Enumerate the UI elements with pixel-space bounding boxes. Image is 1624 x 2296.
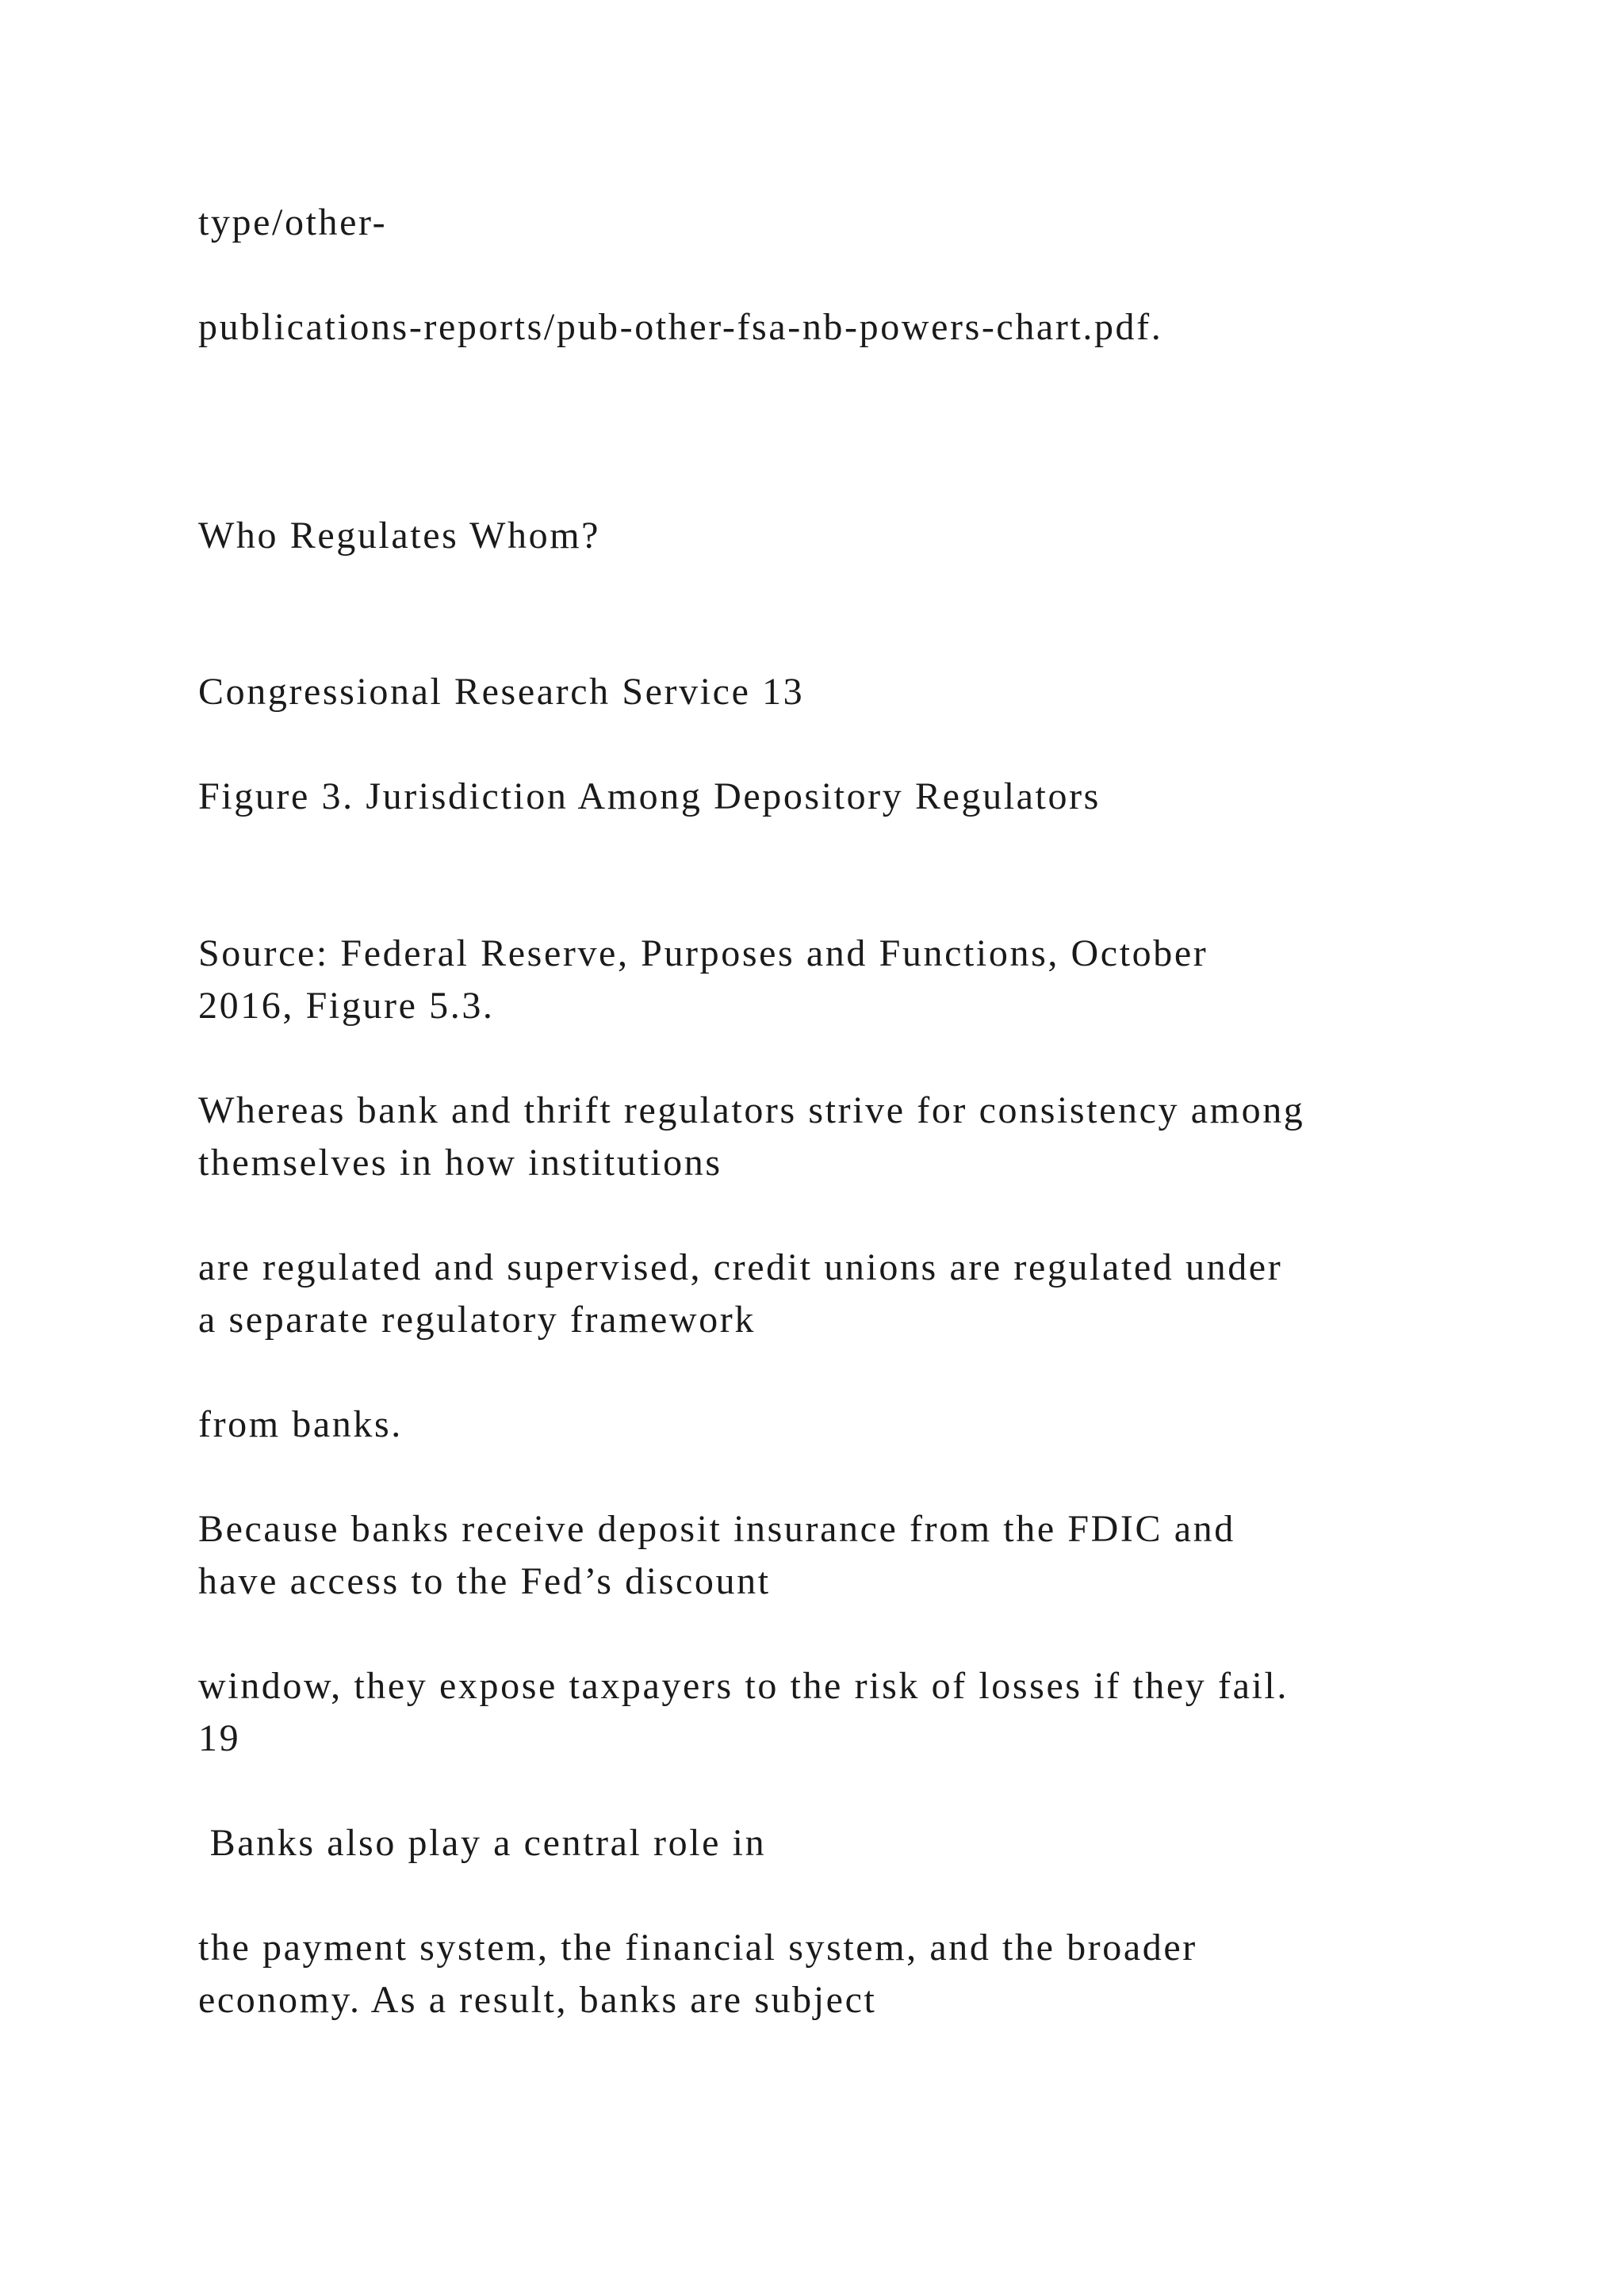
paragraph-line: from banks. — [198, 1403, 403, 1445]
paragraph-line: are regulated and supervised, credit unions are regulated under — [198, 1246, 1283, 1288]
running-title: Who Regulates Whom? — [198, 515, 601, 557]
paragraph-line: the payment system, the financial system, and the broader — [198, 1927, 1197, 1969]
footnote-reference: 19 — [198, 1717, 241, 1759]
paragraph-line: economy. As a result, banks are subject — [198, 1979, 877, 2021]
paragraph-line: Whereas bank and thrift regulators strive for consistency among — [198, 1089, 1305, 1131]
url-line: type/other- — [198, 201, 388, 243]
running-footer: Congressional Research Service 13 — [198, 671, 805, 713]
source-line: Source: Federal Reserve, Purposes and Functions, October — [198, 932, 1208, 974]
source-line: 2016, Figure 5.3. — [198, 985, 495, 1027]
paragraph-line: themselves in how institutions — [198, 1142, 722, 1184]
paragraph-line: a separate regulatory framework — [198, 1299, 756, 1341]
paragraph-line: Because banks receive deposit insurance from the FDIC and — [198, 1508, 1235, 1550]
paragraph-line: have access to the Fed’s discount — [198, 1560, 771, 1602]
paragraph-line: Banks also play a central role in — [198, 1822, 767, 1864]
url-line: publications-reports/pub-other-fsa-nb-powers-chart.pdf. — [198, 306, 1163, 348]
paragraph-line: window, they expose taxpayers to the risk of losses if they fail. — [198, 1665, 1289, 1707]
figure-caption: Figure 3. Jurisdiction Among Depository Regulators — [198, 775, 1101, 817]
